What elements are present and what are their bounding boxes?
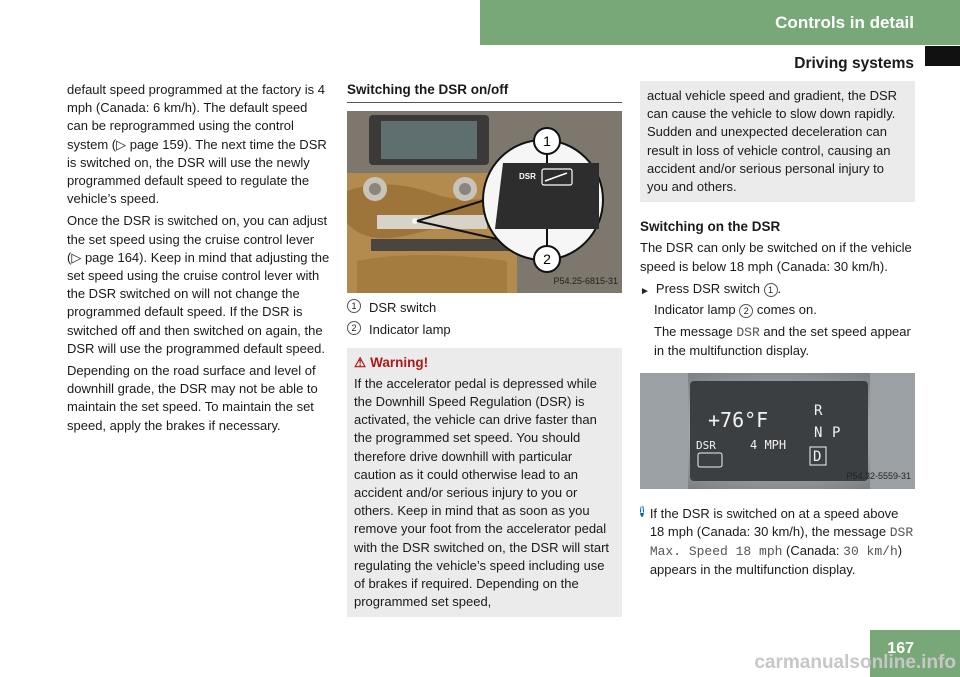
display-message: DSR bbox=[736, 325, 760, 341]
column-middle bbox=[347, 81, 622, 617]
paragraph: Indicator lamp 2 comes on. bbox=[654, 302, 817, 318]
column-right bbox=[640, 81, 915, 579]
figure-code: P54.32-5559-31 bbox=[846, 471, 911, 482]
ref-number: 1 bbox=[764, 283, 778, 297]
multifunction-display-figure bbox=[640, 373, 915, 489]
step-arrow-icon: ► bbox=[640, 285, 650, 297]
temperature-readout: +76°F bbox=[708, 407, 769, 432]
legend-label: DSR switch bbox=[369, 300, 437, 316]
dashboard-photo bbox=[347, 111, 622, 293]
legend-number: 2 bbox=[347, 321, 361, 335]
paragraph: Once the DSR is switched on, you can adjust the set speed using the cruise control lever (▷ page 164). Keep in mind that adjusting the set speed using the cruise control lever with the DSR switched on will not change the programmed default speed. If the DSR is switched off and then switched on again, the DSR will use the programmed default speed. bbox=[67, 213, 330, 356]
section-title: Driving systems bbox=[794, 55, 914, 72]
section-heading: Switching the DSR on/off bbox=[347, 81, 622, 103]
dsr-readout: DSR bbox=[696, 438, 716, 452]
svg-text:D: D bbox=[813, 448, 822, 465]
paragraph: The message DSR and the set speed appear in the multifunction display. bbox=[654, 324, 911, 359]
paragraph: default speed programmed at the factory is 4 mph (Canada: 6 km/h). The default speed can be reprogrammed using the control system (▷ page 159). The next time the DSR is switched on, the DSR will use the newly programmed default speed to regulate the vehicle’s speed. bbox=[67, 82, 327, 207]
info-note: i If the DSR is switched on at a speed above 18 mph (Canada: 30 km/h), the message DSR Max. Speed 18 mph (Canada: 30 km/h) appears in the multifunction display. bbox=[640, 504, 914, 578]
paragraph: Depending on the road surface and level of downhill grade, the DSR may not be able to maintain the set speed. To maintain the set speed, apply the brakes if necessary. bbox=[67, 363, 318, 433]
page-number: 167 bbox=[887, 640, 914, 657]
svg-text:DSR: DSR bbox=[519, 172, 536, 182]
warning-text: If the accelerator pedal is depressed while the Downhill Speed Regulation (DSR) is activated, the vehicle can drive faster than the programmed set speed. You should therefore drive downhill with particular caution as it could otherwise lead to an accident and/or serious injury to you or others. Keep in mind that as soon as you remove your foot from the accelerator pedal with the DSR switched on, the DSR will start regulating the vehicle’s speed including use of brakes if required. Depending on the programmed set speed, bbox=[354, 375, 610, 610]
watermark: carmanualsonline.info bbox=[754, 652, 956, 673]
warning-title: Warning! bbox=[370, 354, 429, 370]
column-left bbox=[67, 81, 331, 439]
speed-readout: 4 MPH bbox=[750, 437, 787, 452]
legend-number: 1 bbox=[347, 299, 361, 313]
ref-number: 2 bbox=[739, 304, 753, 318]
dsr-switch-figure bbox=[347, 111, 622, 293]
svg-text:R: R bbox=[814, 402, 823, 419]
figure-code: P54.25-6815-31 bbox=[553, 276, 618, 286]
instruction-step: ► Press DSR switch 1 . bbox=[640, 280, 915, 301]
svg-text:N: N bbox=[814, 424, 823, 441]
warning-continued: actual vehicle speed and gradient, the DSR can cause the vehicle to slow down rapidly. Sudden and unexpected deceleration can result in loss of vehicle control, causing an accident and/or serious personal injury to you and others. bbox=[640, 81, 915, 202]
callout-2: 2 bbox=[543, 251, 551, 268]
section-heading: Switching on the DSR bbox=[640, 219, 781, 235]
paragraph: The DSR can only be switched on if the vehicle speed is below 18 mph (Canada: 30 km/h). bbox=[640, 240, 912, 274]
display-message: DSR Max. Speed 18 mph bbox=[649, 524, 914, 560]
display-message: 30 km/h bbox=[843, 544, 898, 560]
header-marker bbox=[925, 46, 960, 66]
svg-text:P: P bbox=[832, 424, 841, 441]
legend-label: Indicator lamp bbox=[369, 322, 451, 338]
chapter-title: Controls in detail bbox=[775, 13, 914, 32]
warning-box bbox=[347, 348, 622, 618]
callout-1: 1 bbox=[543, 133, 551, 150]
warning-icon: ⚠ bbox=[354, 354, 367, 370]
info-icon: i bbox=[640, 504, 644, 516]
